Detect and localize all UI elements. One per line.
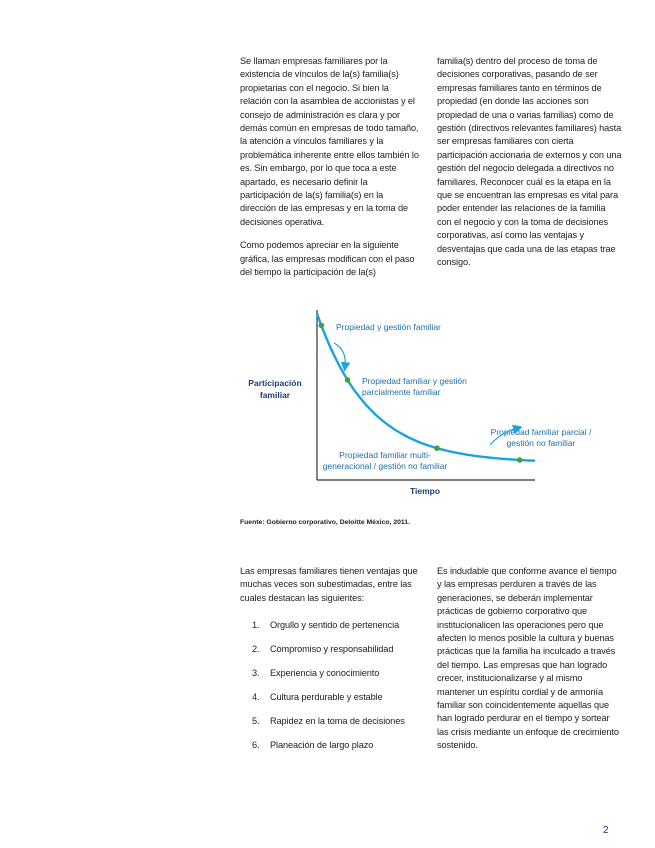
paragraph-stages: familia(s) dentro del proceso de toma de decisiones corporativas, pasando de ser empresas familiares tanto en términos de propiedad (en donde las acciones son propiedad de una o varias familias) como de gestión (directivos relevantes familiares) hasta ser empresas familiares con cierta participación accionaria de externos y con una gestión del negocio delegada a directivos no familiares. Reconocer cuál es la etapa en la que se encuentran las empresas es vital para poder entender las relaciones de la familia con el negocio y con la toma de decisiones corporativas, así como las ventajas y desventajas que cada una de las etapas trae consigo. [437, 56, 622, 268]
stage-label-1-line1: Propiedad y gestión familiar [336, 322, 441, 332]
list-item: 3. Experiencia y conocimiento [252, 668, 380, 679]
stage-label-4-line2: gestión no familiar [506, 438, 576, 448]
stage-point-2 [345, 377, 351, 383]
list-item: 5. Rapidez en la toma de decisiones [252, 716, 405, 727]
list-item: 2. Compromiso y responsabilidad [252, 644, 394, 655]
y-axis-label-line2: familiar [259, 390, 291, 400]
y-axis-label-line1: Participación [248, 378, 302, 388]
stage-label-2-line1: Propiedad familiar y gestión [362, 376, 467, 386]
list-item: 1. Orgullo y sentido de pertenencia [252, 620, 400, 631]
stage-point-1 [319, 323, 325, 329]
page-number: 2 [603, 825, 609, 836]
list-item: 6. Planeación de largo plazo [252, 740, 374, 751]
stage-point-3 [434, 445, 440, 451]
stage-label-3-line1: Propiedad familiar multi- [339, 450, 431, 460]
list-item: 4. Cultura perdurable y estable [252, 692, 383, 703]
text-column-bottom-left [240, 565, 420, 763]
paragraph-advantages-intro: Las empresas familiares tienen ventajas que muchas veces son subestimadas, entre las cuales destacan las siguientes: [240, 566, 418, 603]
paragraph-governance: Es indudable que conforme avance el tiempo y las empresas perduren a través de las generaciones, se deberán implementar prácticas de gobierno corporativo que institucionalicen las operaciones pero que afecten lo menos posible la cultura y buenas prácticas que la familia ha inculcado a través del tiempo. Las empresas que han logrado crecer, institucionalizarse y al mismo mantener un espíritu cordial y de armonía familiar son coincidentemente aquellas que han logrado perdurar en el tiempo y sortear las crisis mediante un enfoque de crecimiento sostenido. [437, 566, 619, 751]
paragraph-chart-intro: Como podemos apreciar en la siguiente gráfica, las empresas modifican con el paso del tiempo la participación de la(s) [240, 240, 415, 278]
arrow-stage-1-2 [334, 343, 345, 367]
text-column-bottom-right [437, 565, 622, 763]
stage-label-3-line2: generacional / gestión no familiar [322, 461, 448, 471]
paragraph-definition: Se llaman empresas familiares por la existencia de vínculos de la(s) familia(s) propietarias con el negocio. Si bien la relación con la asamblea de accionistas y el consejo de administración es clara y por demás común en empresas de todo tamaño, la atención a vínculos familiares y la problemática inherente entre ellos también lo es. Sin embargo, por lo que toca a este apartado, es necesario definir la participación de la(s) familia(s) en la dirección de las empresas y en la toma de decisiones operativa. [240, 56, 419, 227]
stage-point-4 [517, 457, 523, 463]
x-axis-label: Tiempo [409, 486, 441, 496]
chart-source: Fuente: Gobierno corporativo, Deloitte México, 2011. [240, 519, 410, 526]
stage-label-2-line2: parcialmente familiar [362, 387, 441, 397]
stage-label-4-line1: Propiedad familiar parcial / [490, 427, 592, 437]
advantages-list [240, 619, 420, 752]
